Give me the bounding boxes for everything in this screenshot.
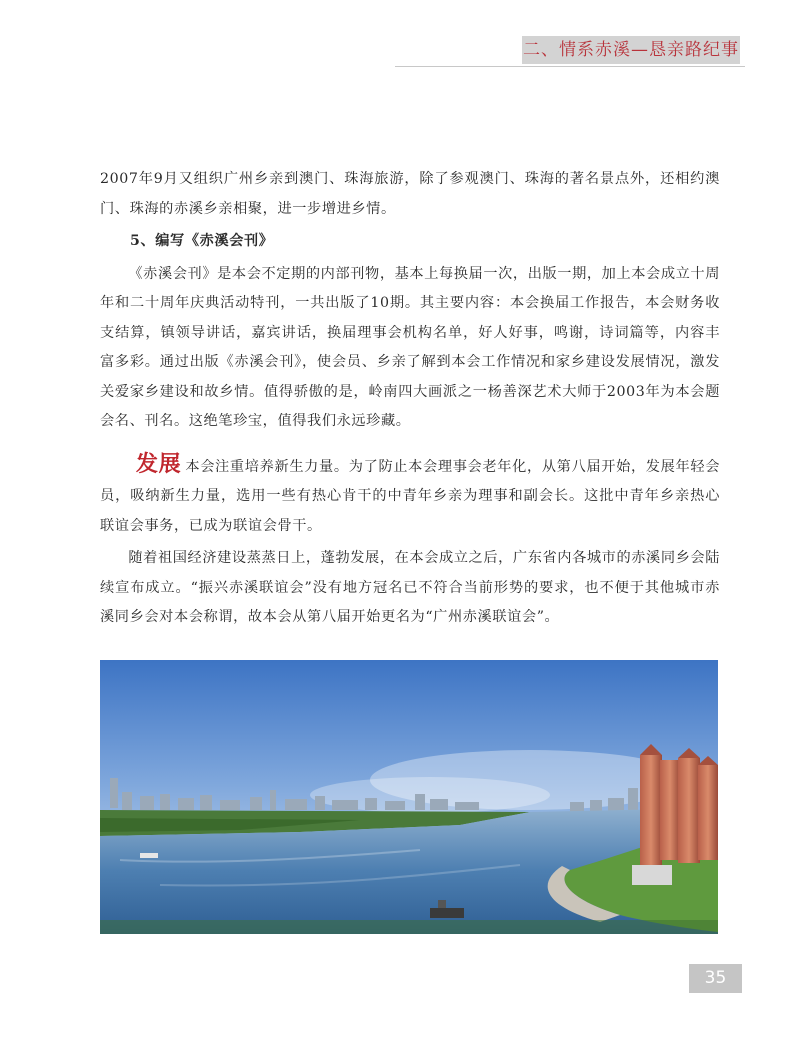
paragraph-travel: 2007年9月又组织广州乡亲到澳门、珠海旅游，除了参观澳门、珠海的著名景点外，还相约澳门、珠海的赤溪乡亲相聚，进一步增进乡情。 xyxy=(100,171,720,217)
section-header: 二、情系赤溪—恳亲路纪事 xyxy=(522,36,740,64)
paragraph-development xyxy=(100,450,720,542)
river-city-photo xyxy=(100,660,718,934)
header-divider xyxy=(395,66,745,67)
section-heading-journal: 5、编写《赤溪会刊》 xyxy=(130,233,274,249)
paragraph-renaming: 随着祖国经济建设蒸蒸日上，蓬勃发展，在本会成立之后，广东省内各城市的赤溪同乡会陆续宣布成立。“振兴赤溪联谊会”没有地方冠名已不符合当前形势的要求，也不便于其他城市赤溪同乡会对本会称谓，故本会从第八届开始更名为“广州赤溪联谊会”。 xyxy=(100,550,720,625)
article-body xyxy=(100,165,720,633)
paragraph-journal: 《赤溪会刊》是本会不定期的内部刊物，基本上每换届一次，出版一期，加上本会成立十周年和二十周年庆典活动特刊，一共出版了10期。其主要内容：本会换届工作报告，本会财务收支结算，镇领导讲话，嘉宾讲话，换届理事会机构名单，好人好事，鸣谢，诗词篇等，内容丰富多彩。通过出版《赤溪会刊》，使会员、乡亲了解到本会工作情况和家乡建设发展情况，激发关爱家乡建设和故乡情。值得骄傲的是，岭南四大画派之一杨善深艺术大师于2003年为本会题会名、刊名。这绝笔珍宝，值得我们永远珍藏。 xyxy=(100,265,720,429)
page-number: 35 xyxy=(689,964,742,993)
development-title: 发展 xyxy=(136,450,182,477)
development-text: 本会注重培养新生力量。为了防止本会理事会老年化，从第八届开始，发展年轻会员，吸纳新生力量，选用一些有热心肯干的中青年乡亲为理事和副会长。这批中青年乡亲热心联谊会事务，已成为联谊会骨干。 xyxy=(100,458,721,534)
